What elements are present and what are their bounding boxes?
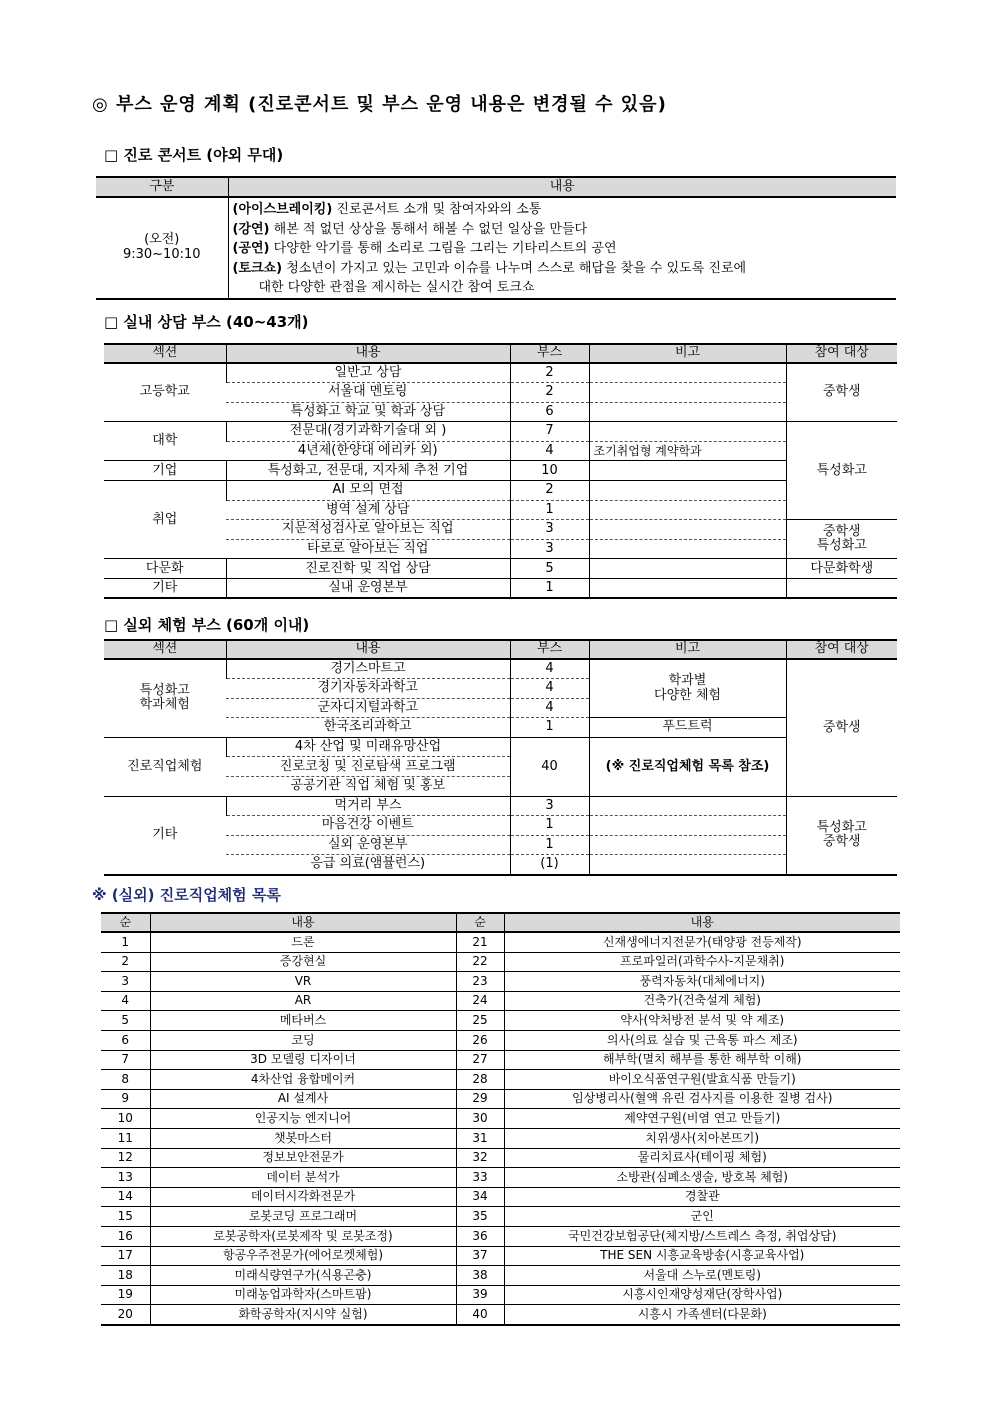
- job-name: 미래식량연구가(식용곤충): [150, 1266, 456, 1286]
- col-header: 섹션: [104, 640, 226, 659]
- job-name: 정보보안전문가: [150, 1148, 456, 1168]
- section-cell: 취업: [104, 481, 226, 559]
- job-name: 의사(의료 실습 및 근육통 파스 제조): [504, 1030, 900, 1050]
- job-name: AR: [150, 991, 456, 1011]
- program-text: 청소년이 가지고 있는 고민과 이슈를 나누며 스스로 해답을 찾을 수 있도록 진로에: [282, 260, 747, 276]
- job-number: 37: [456, 1246, 504, 1266]
- booth-cell: 3: [510, 796, 589, 816]
- target-line: 중학생: [822, 524, 861, 540]
- target-line: 특성화고: [816, 538, 867, 554]
- program-tag: (토크쇼): [232, 260, 283, 276]
- program-line: [233, 239, 893, 259]
- job-name: 미래농업과학자(스마트팜): [150, 1285, 456, 1305]
- col-header: 내용: [226, 640, 510, 659]
- content-cell: 경기자동차과학고: [226, 679, 510, 699]
- section-cell: 대학: [104, 422, 226, 461]
- job-name: 메타버스: [150, 1011, 456, 1031]
- content-cell: 진로코칭 및 진로탐색 프로그램: [226, 757, 510, 777]
- job-number: 23: [456, 972, 504, 992]
- booth-cell: 4: [510, 441, 589, 461]
- job-number: 27: [456, 1050, 504, 1070]
- job-number: 30: [456, 1109, 504, 1129]
- section-line: 학과체험: [139, 697, 190, 713]
- job-name: 증강현실: [150, 952, 456, 972]
- job-name: 로봇코딩 프로그래머: [150, 1207, 456, 1227]
- content-cell: 한국조리과학고: [226, 718, 510, 738]
- table-row: [101, 1050, 900, 1070]
- table-row: [101, 1011, 900, 1031]
- job-number: 7: [101, 1050, 150, 1070]
- booth-cell: 3: [510, 520, 589, 540]
- content-cell: 지문적성검사로 알아보는 직업: [226, 520, 510, 540]
- job-name: 4차산업 융합메이커: [150, 1070, 456, 1090]
- job-name: 임상병리사(혈액 유린 검사지를 이용한 질병 검사): [504, 1089, 900, 1109]
- job-number: 2: [101, 952, 150, 972]
- section-cell: 다문화: [104, 559, 226, 579]
- content-cell: 일반고 상담: [226, 363, 510, 383]
- col-header: 내용: [226, 344, 510, 363]
- section-cell: 고등학교: [104, 363, 226, 422]
- job-name: 바이오식품연구원(발효식품 만들기): [504, 1070, 900, 1090]
- content-cell: 경기스마트고: [226, 659, 510, 679]
- job-name: 군인: [504, 1207, 900, 1227]
- job-name: 시흥시 가족센터(다문화): [504, 1305, 900, 1325]
- col-header: 부스: [510, 344, 589, 363]
- booth-cell: 4: [510, 698, 589, 718]
- concert-table: [96, 176, 896, 300]
- content-cell: 먹거리 부스: [226, 796, 510, 816]
- col-header: 부스: [510, 640, 589, 659]
- job-name: 건축가(건축설계 체험): [504, 991, 900, 1011]
- note-cell: (※ 진로직업체험 목록 참조): [589, 737, 786, 796]
- job-number: 15: [101, 1207, 150, 1227]
- table-row: [101, 1070, 900, 1090]
- job-number: 24: [456, 991, 504, 1011]
- concert-heading: □ 진로 콘서트 (야외 무대): [104, 146, 284, 164]
- job-number: 20: [101, 1305, 150, 1325]
- job-number: 12: [101, 1148, 150, 1168]
- job-name: THE SEN 시흥교육방송(시흥교육사업): [504, 1246, 900, 1266]
- table-row: [101, 1207, 900, 1227]
- note-cell: [589, 855, 786, 875]
- note-cell: [589, 796, 786, 816]
- content-cell: 공공기관 직업 체험 및 홍보: [226, 777, 510, 797]
- job-name: 소방관(심폐소생술, 방호복 체험): [504, 1168, 900, 1188]
- program-tag: (공연): [232, 241, 270, 256]
- col-header: 순: [101, 913, 150, 932]
- note-cell: [589, 835, 786, 855]
- program-line: [233, 259, 893, 279]
- booth-cell: 2: [510, 383, 589, 403]
- section-cell: 기타: [104, 579, 226, 599]
- job-number: 22: [456, 952, 504, 972]
- booth-cell: 7: [510, 422, 589, 442]
- job-number: 10: [101, 1109, 150, 1129]
- note-cell: [589, 461, 786, 481]
- col-header: 내용: [504, 913, 900, 932]
- outdoor-heading: □ 실외 체험 부스 (60개 이내): [104, 616, 310, 634]
- content-cell: 4년제(한양대 에리카 외): [226, 441, 510, 461]
- col-header: 순: [456, 913, 504, 932]
- target-cell: [786, 520, 897, 559]
- job-number: 26: [456, 1030, 504, 1050]
- col-header: 비고: [589, 344, 786, 363]
- program-text: 다양한 악기를 통해 소리로 그림을 그리는 기타리스트의 공연: [269, 241, 617, 256]
- table-row: [101, 1305, 900, 1325]
- target-cell: 중학생: [786, 659, 897, 796]
- job-name: AI 설계사: [150, 1089, 456, 1109]
- job-name: 치위생사(치아본뜨기): [504, 1128, 900, 1148]
- note-cell: [589, 816, 786, 836]
- table-row: [101, 1030, 900, 1050]
- jobs-body: [101, 932, 900, 1325]
- content-cell: 4차 산업 및 미래유망산업: [226, 737, 510, 757]
- program-lines: [228, 197, 896, 299]
- note-cell: [589, 481, 786, 501]
- job-number: 17: [101, 1246, 150, 1266]
- job-number: 25: [456, 1011, 504, 1031]
- target-cell: [786, 579, 897, 599]
- job-number: 4: [101, 991, 150, 1011]
- note-cell: [589, 383, 786, 403]
- program-line-cont: 대한 다양한 관점을 제시하는 실시간 참여 토크쇼: [258, 280, 535, 295]
- job-number: 40: [456, 1305, 504, 1325]
- note-line: 다양한 체험: [654, 687, 721, 703]
- job-number: 36: [456, 1226, 504, 1246]
- content-cell: 실내 운영본부: [226, 579, 510, 599]
- time-label: (오전): [144, 232, 180, 248]
- jobs-table: [101, 912, 900, 1326]
- job-number: 34: [456, 1187, 504, 1207]
- job-name: 풍력자동차(대체에너지): [504, 972, 900, 992]
- content-cell: 특성화고 학교 및 학과 상담: [226, 402, 510, 422]
- booth-cell: 1: [510, 816, 589, 836]
- table-row: [101, 932, 900, 952]
- job-name: 해부학(멸치 해부를 통한 해부학 이해): [504, 1050, 900, 1070]
- booth-cell: 40: [510, 737, 589, 796]
- job-number: 38: [456, 1266, 504, 1286]
- job-number: 8: [101, 1070, 150, 1090]
- section-cell: 진로직업체험: [104, 737, 226, 796]
- booth-cell: 6: [510, 402, 589, 422]
- job-number: 28: [456, 1070, 504, 1090]
- job-number: 32: [456, 1148, 504, 1168]
- target-line: 중학생: [822, 834, 861, 850]
- program-text: 해본 적 없던 상상을 통해서 해볼 수 없던 일상을 만들다: [269, 221, 588, 237]
- content-cell: 타로로 알아보는 직업: [226, 539, 510, 559]
- booth-cell: 1: [510, 500, 589, 520]
- col-header: 섹션: [104, 344, 226, 363]
- time-cell: [96, 197, 228, 299]
- indoor-heading: □ 실내 상담 부스 (40~43개): [104, 313, 309, 331]
- target-cell: [786, 796, 897, 874]
- job-name: 화학공학자(지시약 실험): [150, 1305, 456, 1325]
- job-number: 1: [101, 932, 150, 952]
- job-number: 19: [101, 1285, 150, 1305]
- content-cell: 진로진학 및 직업 상담: [226, 559, 510, 579]
- job-number: 3: [101, 972, 150, 992]
- indoor-table: [104, 343, 897, 599]
- content-cell: 특성화고, 전문대, 지자체 추천 기업: [226, 461, 510, 481]
- table-row: [101, 1246, 900, 1266]
- job-name: 국민건강보험공단(체지방/스트레스 측정, 취업상담): [504, 1226, 900, 1246]
- table-row: [101, 952, 900, 972]
- target-cell: 중학생: [786, 363, 897, 422]
- job-name: 물리치료사(테이핑 체험): [504, 1148, 900, 1168]
- booth-cell: 4: [510, 659, 589, 679]
- col-header: 비고: [589, 640, 786, 659]
- booth-cell: 2: [510, 481, 589, 501]
- jobs-heading: ※ (실외) 진로직업체험 목록: [92, 886, 281, 904]
- program-text: 진로콘서트 소개 및 참여자와의 소통: [332, 202, 542, 217]
- job-name: 데이터시각화전문가: [150, 1187, 456, 1207]
- job-number: 18: [101, 1266, 150, 1286]
- booth-cell: 2: [510, 363, 589, 383]
- booth-cell: 5: [510, 559, 589, 579]
- note-cell: [589, 520, 786, 540]
- content-cell: 마음건강 이벤트: [226, 816, 510, 836]
- target-cell: 특성화고: [786, 422, 897, 520]
- job-name: 인공지능 엔지니어: [150, 1109, 456, 1129]
- note-cell: [589, 402, 786, 422]
- job-number: 14: [101, 1187, 150, 1207]
- content-cell: 전문대(경기과학기술대 외 ): [226, 422, 510, 442]
- table-row: [101, 1226, 900, 1246]
- table-row: [101, 1128, 900, 1148]
- job-number: 39: [456, 1285, 504, 1305]
- content-cell: 실외 운영본부: [226, 835, 510, 855]
- job-number: 13: [101, 1168, 150, 1188]
- target-cell: 다문화학생: [786, 559, 897, 579]
- job-number: 31: [456, 1128, 504, 1148]
- content-cell: 병역 설계 상담: [226, 500, 510, 520]
- job-number: 33: [456, 1168, 504, 1188]
- job-name: 드론: [150, 932, 456, 952]
- job-number: 16: [101, 1226, 150, 1246]
- booth-cell: 1: [510, 718, 589, 738]
- booth-cell: 4: [510, 679, 589, 699]
- job-name: 코딩: [150, 1030, 456, 1050]
- table-row: [101, 1109, 900, 1129]
- col-header: 내용: [228, 177, 896, 197]
- note-cell: [589, 579, 786, 599]
- job-name: 약사(약처방전 분석 및 약 제조): [504, 1011, 900, 1031]
- job-name: 3D 모델링 디자이너: [150, 1050, 456, 1070]
- program-line: [233, 220, 893, 240]
- table-row: [101, 1089, 900, 1109]
- job-name: 서울대 스누로(멘토링): [504, 1266, 900, 1286]
- job-number: 11: [101, 1128, 150, 1148]
- job-number: 9: [101, 1089, 150, 1109]
- job-name: 프로파일러(과학수사-지문채취): [504, 952, 900, 972]
- program-line: [233, 200, 893, 220]
- job-name: 제약연구원(비염 연고 만들기): [504, 1109, 900, 1129]
- job-name: 챗봇마스터: [150, 1128, 456, 1148]
- job-name: VR: [150, 972, 456, 992]
- content-cell: AI 모의 면접: [226, 481, 510, 501]
- program-tag: (강연): [232, 221, 270, 237]
- target-line: 특성화고: [816, 819, 867, 835]
- time-range: 9:30~10:10: [122, 246, 201, 262]
- job-name: 데이터 분석가: [150, 1168, 456, 1188]
- job-name: 시흥시인재양성재단(장학사업): [504, 1285, 900, 1305]
- content-cell: 서울대 멘토링: [226, 383, 510, 403]
- note-cell: [589, 363, 786, 383]
- col-header: 참여 대상: [786, 344, 897, 363]
- job-name: 신재생에너지전문가(태양광 전등제작): [504, 932, 900, 952]
- content-cell: 응급 의료(앰뷸런스): [226, 855, 510, 875]
- table-row: [101, 1168, 900, 1188]
- note-line: 학과별: [668, 673, 707, 689]
- job-number: 21: [456, 932, 504, 952]
- col-header: 내용: [150, 913, 456, 932]
- section-cell: [104, 659, 226, 737]
- table-row: [101, 1285, 900, 1305]
- section-line: 특성화고: [139, 683, 190, 699]
- note-cell: [589, 500, 786, 520]
- job-number: 6: [101, 1030, 150, 1050]
- note-cell: [589, 539, 786, 559]
- job-name: 항공우주전문가(에어로켓체험): [150, 1246, 456, 1266]
- col-header: 구분: [96, 177, 228, 197]
- page-title: ◎ 부스 운영 계획 (진로콘서트 및 부스 운영 내용은 변경될 수 있음): [92, 94, 667, 115]
- content-cell: 군자디지털과학고: [226, 698, 510, 718]
- outdoor-table: [104, 639, 897, 876]
- booth-cell: (1): [510, 855, 589, 875]
- job-number: 29: [456, 1089, 504, 1109]
- note-cell: 조기취업형 계약학과: [589, 441, 786, 461]
- note-cell: [589, 659, 786, 718]
- job-name: 로봇공학자(로봇제작 및 로봇조정): [150, 1226, 456, 1246]
- job-name: 경찰관: [504, 1187, 900, 1207]
- table-row: [101, 1148, 900, 1168]
- booth-cell: 3: [510, 539, 589, 559]
- program-tag: (아이스브레이킹): [232, 202, 333, 217]
- table-row: [101, 991, 900, 1011]
- table-row: [101, 1187, 900, 1207]
- table-row: [101, 972, 900, 992]
- note-cell: 푸드트럭: [589, 718, 786, 738]
- job-number: 35: [456, 1207, 504, 1227]
- booth-cell: 1: [510, 835, 589, 855]
- col-header: 참여 대상: [786, 640, 897, 659]
- table-row: [101, 1266, 900, 1286]
- booth-cell: 10: [510, 461, 589, 481]
- note-cell: [589, 422, 786, 442]
- section-cell: 기업: [104, 461, 226, 481]
- booth-cell: 1: [510, 579, 589, 599]
- section-cell: 기타: [104, 796, 226, 874]
- job-number: 5: [101, 1011, 150, 1031]
- note-cell: [589, 559, 786, 579]
